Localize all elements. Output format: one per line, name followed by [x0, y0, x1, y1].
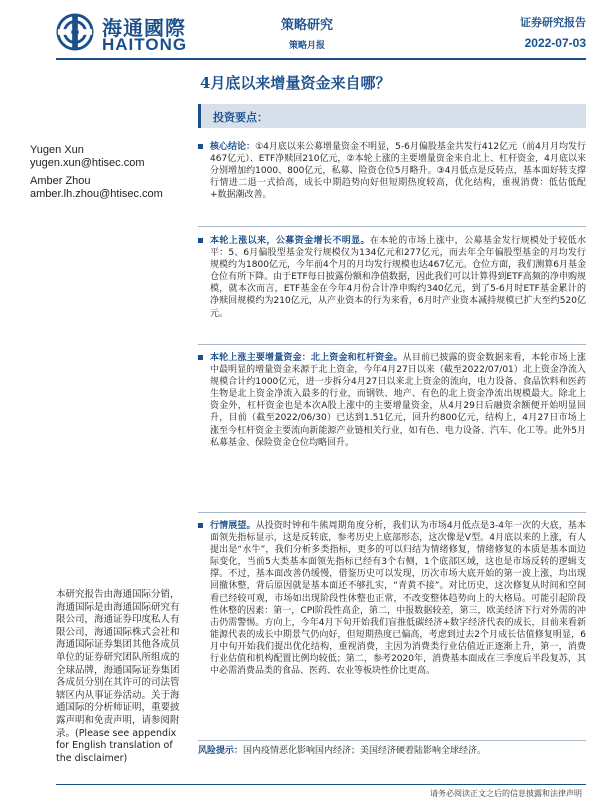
- bullet-icon: [198, 144, 203, 149]
- report-meta: [520, 14, 586, 50]
- page-title: 4月底以来增量资金来自哪？: [200, 74, 391, 92]
- haitong-logo: [56, 10, 236, 56]
- author-name: Yugen Xun: [30, 144, 84, 156]
- author-name: Amber Zhou: [30, 175, 91, 187]
- invest-points-label: 投资要点：: [213, 111, 268, 124]
- risk-warning: [198, 745, 586, 757]
- paragraph-public-funds: [198, 235, 586, 320]
- footer-note: 请务必阅读正文之后的信息披露和法律声明: [430, 789, 582, 798]
- paragraph-divider: [198, 740, 586, 741]
- section-subtitle: 策略月报: [288, 41, 325, 51]
- author-1: [30, 144, 145, 170]
- paragraph-incremental-funds: [198, 352, 586, 449]
- paragraph-divider: [198, 344, 586, 345]
- paragraph-divider: [198, 226, 586, 227]
- footer-divider: [56, 784, 586, 785]
- header-divider: [56, 58, 586, 60]
- author-email[interactable]: yugen.xun@htisec.com: [30, 157, 145, 169]
- paragraph-lead: 核心结论：: [210, 142, 256, 152]
- paragraph-body: 从投资时钟和牛熊周期角度分析，我们认为市场4月低点是3-4年一次的大底，基本面领先指标显示，这是反转底，参考历史上底部形态，这次像是V型。4月底以来的上涨，有人提出是“水牛”，我们分析多类指标，更多的可以归结为情绪修复，情绪修复的本质是基本面边际变化，当前5大类基本面领先指标已经有3个右侧，1个底部区域，这也是市场反转的逻辑支撑。不过，基本面改善仍缓慢，借鉴历史可以发现，历次市场大底开始的第一波上涨，均出现回撤休整，背后原因就是基本面还不够扎实，“青黄不接”。对比历史，这次修复从时间和空间看已经较可观，市场如出现阶段性休整也正常，不改变整体趋势向上的大格局。可能引起阶段性休整的因素：第一，CPI阶段性高企，第二，中报数据较差，第三，欧美经济下行对外需的冲击仍需警惕。方向上，今年4月下旬开始我们盲推低碳经济+数字经济代表的成长，目前来看新能源代表的成长中期景气仍向好，但短期热度已偏高，考虑到过去2个月成长估值修复明显，6月中旬开始我们提出优化结构，重视消费，主因为消费类行业估值近正逐渐上升，第一，消费行业估值和机构配置比例均较低；第二，参考2020年，消费基本面成在三季度后半段复苏，其中必需消费品类的食品、医药、农业等板块性价比更高。: [210, 521, 586, 677]
- paragraph-lead: 行情展望。: [210, 521, 256, 531]
- bullet-icon: [198, 523, 203, 528]
- logo-text-cn: 海通國際: [102, 16, 186, 40]
- paragraph-lead: 本轮上涨主要增量资金：北上资金和杠杆资金。: [210, 353, 403, 363]
- section-heading: [262, 14, 352, 51]
- paragraph-divider: [198, 512, 586, 513]
- author-email[interactable]: amber.lh.zhou@htisec.com: [30, 188, 163, 200]
- haitong-logo-icon: [56, 13, 94, 51]
- paragraph-core-conclusion: [198, 141, 586, 201]
- report-type: 证券研究报告: [520, 16, 586, 29]
- risk-label: 风险提示：: [198, 746, 244, 756]
- paragraph-body: ①4月底以来公募增量资金不明显，5-6月偏股基金共发行412亿元（前4月月均发行467亿元）、ETF净赎回210亿元，②本轮上涨的主要增量资金来自北上、杠杆资金，4月底以来分别增加约1000、800亿元，私募、险资仓位5月略升。③4月低点是反转点，基本面好转支撑行情进二退一式拾高，成长中期趋势向好但短期热度较高，优化结构，重视消费：低估低配+数据潮改善。: [210, 142, 586, 201]
- bullet-icon: [198, 238, 203, 243]
- report-date: 2022-07-03: [524, 36, 586, 50]
- paragraph-lead: 本轮上涨以来，公募资金增长不明显。: [210, 236, 370, 246]
- paragraph-body: 从目前已披露的资金数据来看，本轮市场上涨中最明显的增量资金来源于北上资金，今年4月27日以来（截至2022/07/01）北上资金净流入规模合计约1000亿元，进一步拆分4月27日以来北上资金的流向，电力设备、食品饮料和医药生物是北上资金净流入最多的行业，而钢铁、地产、有色的北上资金净流出规模最大。除北上资金外，杠杆资金也是本次A股上涨中的主要增量资金，从4月29日后融资余额便开始明显回升，目前（截至2022/06/30）已达到1.51亿元，回升约800亿元，结构上，4月27日市场上涨至今杠杆资金主要流向新能源产业链相关行业，如有色、电力设备、汽车、化工等。此外5月私募基金、保险资金仓位均略回升。: [210, 353, 586, 448]
- paragraph-outlook: [198, 520, 586, 677]
- invest-points-bar: [198, 104, 586, 128]
- distribution-disclaimer: 本研究报告由海通国际分销，海通国际是由海通国际研究有限公司，海通证券印度私人有限公司，海通国际株式会社和海通国际证券集团其他各成员单位的证券研究团队所组成的全球品牌，海通国际证券集团各成员分别在其许可的司法管辖区内从事证券活动。关于海通国际的分析师证明，重要披露声明和免责声明，请参阅附录。(Please see appendix for English translation of the disclaimer): [56, 589, 180, 764]
- bullet-icon: [198, 355, 203, 360]
- risk-text: 国内疫情恶化影响国内经济；美国经济硬着陆影响全球经济。: [243, 746, 487, 756]
- logo-text-en: HAITONG: [102, 35, 188, 54]
- author-2: [30, 175, 163, 201]
- section-title: 策略研究: [280, 18, 333, 33]
- paragraph-body: 在本轮的市场上涨中，公募基金发行规模处于较低水平：5、6月偏股型基金发行规模仅为134亿元和277亿元，而去年全年偏股型基金的月均发行规模约为1800亿元，今年前4个月的月均发行规模也达467亿元。仓位方面，我们测算6月基金仓位有所下降。由于ETF每日披露份额和净值数据，因此我们可以计算得到ETF高频的净申购规模，就本次而言，ETF基金在今年4月份合计净申购约340亿元，到了5-6月时ETF基金累计的净赎回规模约为210亿元，从产业资本的行为来看，6月时产业资本减持规模已扩大至约520亿元。: [210, 236, 586, 319]
